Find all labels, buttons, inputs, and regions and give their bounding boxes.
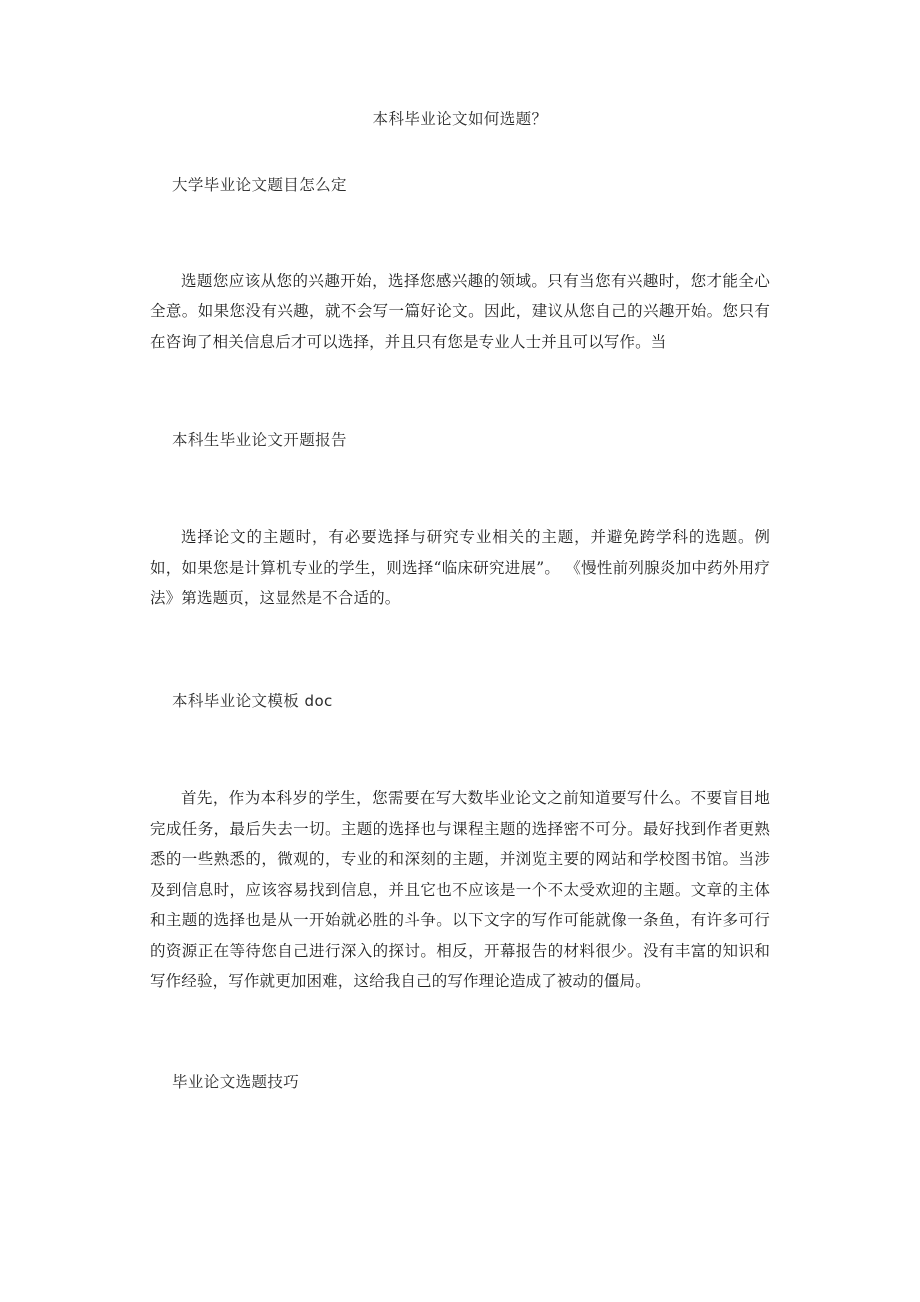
spacer: [150, 614, 770, 690]
spacer: [150, 997, 770, 1071]
section-heading-2: 本科生毕业论文开题报告: [172, 431, 347, 449]
section-heading-3-filetype: doc: [304, 691, 333, 710]
document-content: [150, 0, 770, 1094]
spacer: [150, 198, 770, 266]
section-paragraph-1: 选题您应该从您的兴趣开始，选择您感兴趣的领域。只有当您有兴趣时，您才能全心全意。如果您没有兴趣，就不会写一篇好论文。因此，建议从您自己的兴趣开始。您只有在咨询了相关信息后才可以选择，并且只有您是专业人士并且可以写作。当: [150, 271, 770, 351]
spacer: [150, 357, 770, 429]
section-heading-3-text: 本科毕业论文模板: [172, 691, 305, 710]
page-title: 本科毕业论文如何选题？: [372, 110, 548, 128]
section-heading-1: 大学毕业论文题目怎么定: [172, 176, 347, 195]
spacer: [150, 713, 770, 783]
spacer: [150, 452, 770, 522]
section-heading-4: 毕业论文选题技巧: [172, 1072, 300, 1091]
section-heading-3: [150, 690, 770, 713]
spacer: [150, 131, 770, 174]
section-paragraph-3: 首先，作为本科岁的学生，您需要在写大数毕业论文之前知道要写什么。不要盲目地完成任务，最后失去一切。主题的选择也与课程主题的选择密不可分。最好找到作者更熟悉的一些熟悉的，微观的，专业的和深刻的主题，并浏览主要的网站和学校图书馆。当涉及到信息时，应该容易找到信息，并且它也不应该是一个不太受欢迎的主题。文章的主体和主题的选择也是从一开始就必胜的斗争。以下文字的写作可能就像一条鱼，有许多可行的资源正在等待您自己进行深入的探讨。相反，开幕报告的材料很少。没有丰富的知识和写作经验，写作就更加困难，这给我自己的写作理论造成了被动的僵局。: [150, 789, 770, 990]
section-paragraph-2: 选择论文的主题时，有必要选择与研究专业相关的主题，并避免跨学科的选题。例如，如果您是计算机专业的学生，则选择“临床研究进展”。 《慢性前列腺炎加中药外用疗法》第选题页，这显然是不合适的。: [150, 528, 770, 608]
